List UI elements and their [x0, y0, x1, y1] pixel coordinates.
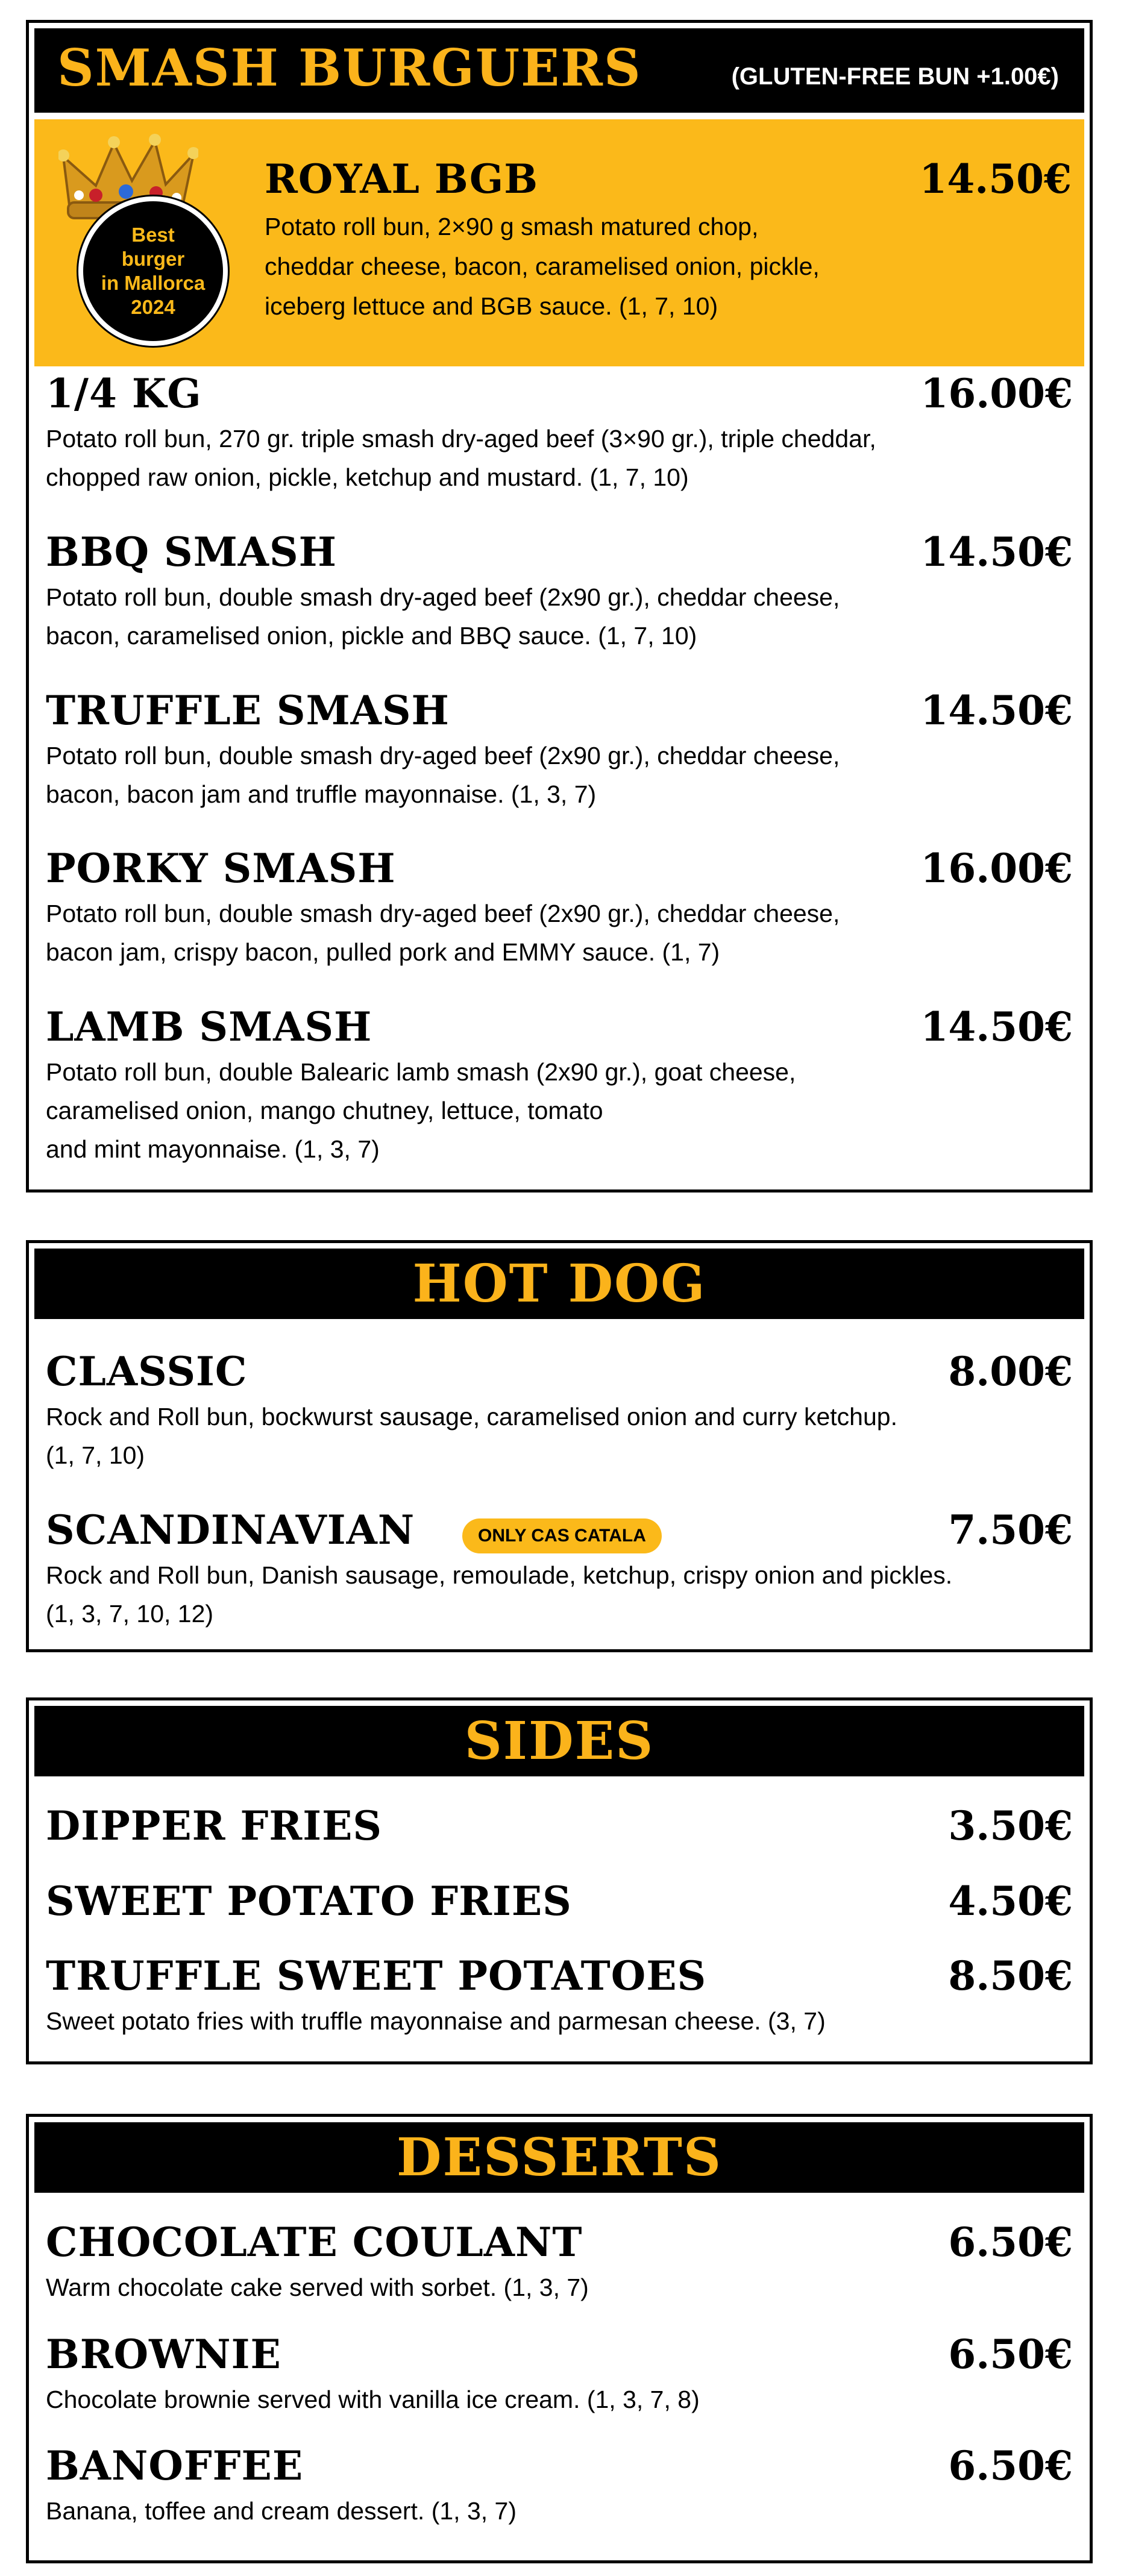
desc-line: caramelised onion, mango chutney, lettuce, tomato [46, 1097, 603, 1124]
item-name: TRUFFLE SWEET POTATOES [46, 1952, 707, 1999]
item-name: CLASSIC [46, 1348, 248, 1395]
sides-section [26, 1697, 1093, 2064]
item-price: 6.50€ [948, 2442, 1073, 2489]
desc-line: Rock and Roll bun, bockwurst sausage, caramelised onion and curry ketchup. [46, 1403, 897, 1431]
item-name: CHOCOLATE COULANT [46, 2219, 583, 2266]
item-name: SCANDINAVIAN [46, 1506, 415, 1553]
item-description [46, 578, 998, 655]
item-price: 6.50€ [948, 2331, 1073, 2378]
location-tag: ONLY CAS CATALA [462, 1518, 662, 1553]
smash-burgers-header [34, 28, 1084, 113]
item-price: 3.50€ [948, 1802, 1073, 1849]
item-description [46, 2002, 998, 2040]
item-price: 14.50€ [920, 528, 1073, 575]
hot-dog-section [26, 1240, 1093, 1652]
item-description [46, 736, 998, 813]
desc-line: iceberg lettuce and BGB sauce. (1, 7, 10) [265, 292, 718, 320]
desserts-header [34, 2122, 1084, 2193]
item-description [46, 2492, 998, 2530]
item-price: 14.50€ [919, 155, 1072, 202]
desc-line: bacon jam, crispy bacon, pulled pork and EMMY sauce. (1, 7) [46, 938, 720, 966]
item-price: 6.50€ [948, 2219, 1073, 2266]
item-name: PORKY SMASH [46, 845, 396, 892]
section-title: DESSERTS [396, 2126, 723, 2188]
desc-line: chopped raw onion, pickle, ketchup and mustard. (1, 7, 10) [46, 463, 689, 491]
desc-line: Potato roll bun, 270 gr. triple smash dry-aged beef (3×90 gr.), triple cheddar, [46, 425, 876, 453]
desc-line: Sweet potato fries with truffle mayonnaise and parmesan cheese. (3, 7) [46, 2007, 826, 2035]
desc-line: (1, 7, 10) [46, 1441, 145, 1469]
badge-line: burger [121, 248, 185, 270]
hot-dog-header [34, 1249, 1084, 1319]
best-burger-badge [78, 196, 228, 346]
item-price: 14.50€ [920, 687, 1073, 734]
smash-burgers-section [26, 20, 1093, 1192]
desc-line: Potato roll bun, double Balearic lamb smash (2x90 gr.), goat cheese, [46, 1058, 796, 1086]
item-description [265, 207, 867, 326]
desc-line: Potato roll bun, double smash dry-aged beef (2x90 gr.), cheddar cheese, [46, 583, 840, 611]
item-price: 8.00€ [948, 1348, 1073, 1395]
desc-line: cheddar cheese, bacon, caramelised onion, pickle, [265, 252, 820, 280]
desc-line: Rock and Roll bun, Danish sausage, remoulade, ketchup, crispy onion and pickles. [46, 1561, 953, 1589]
item-description [46, 1053, 998, 1168]
item-price: 4.50€ [948, 1878, 1073, 1925]
item-description [46, 1397, 998, 1474]
desc-line: Potato roll bun, double smash dry-aged beef (2x90 gr.), cheddar cheese, [46, 742, 840, 769]
item-name: SWEET POTATO FRIES [46, 1878, 572, 1925]
item-description [46, 1556, 998, 1633]
desc-line: Warm chocolate cake served with sorbet. (1, 3, 7) [46, 2274, 589, 2301]
item-name: 1/4 KG [46, 370, 202, 417]
desc-line: Banana, toffee and cream dessert. (1, 3, 7) [46, 2497, 517, 2525]
desc-line: (1, 3, 7, 10, 12) [46, 1600, 214, 1628]
sides-header [34, 1706, 1084, 1776]
desc-line: Potato roll bun, double smash dry-aged beef (2x90 gr.), cheddar cheese, [46, 900, 840, 927]
section-title: SMASH BURGUERS [57, 38, 642, 98]
item-name: BANOFFEE [46, 2442, 304, 2489]
item-description [46, 2268, 998, 2307]
badge-line: in Mallorca [101, 272, 206, 294]
item-name: LAMB SMASH [46, 1003, 372, 1050]
badge-line: 2024 [131, 296, 175, 318]
item-price: 14.50€ [920, 1003, 1073, 1050]
desc-line: bacon, caramelised onion, pickle and BBQ sauce. (1, 7, 10) [46, 622, 697, 650]
item-price: 7.50€ [948, 1506, 1073, 1553]
item-name: DIPPER FRIES [46, 1802, 383, 1849]
item-description [46, 419, 998, 497]
featured-item [34, 119, 1084, 366]
section-title: HOT DOG [412, 1253, 706, 1314]
desserts-section [26, 2114, 1093, 2563]
gluten-free-note: (GLUTEN-FREE BUN +1.00€) [731, 63, 1059, 90]
item-price: 16.00€ [920, 370, 1073, 417]
item-description [46, 2380, 998, 2419]
item-name: ROYAL BGB [265, 155, 538, 202]
section-title: SIDES [464, 1710, 655, 1772]
item-description [46, 894, 998, 971]
item-name: BBQ SMASH [46, 528, 337, 575]
item-price: 16.00€ [920, 845, 1073, 892]
desc-line: Potato roll bun, 2×90 g smash matured chop, [265, 213, 759, 240]
desc-line: and mint mayonnaise. (1, 3, 7) [46, 1135, 380, 1163]
desc-line: bacon, bacon jam and truffle mayonnaise. (1, 3, 7) [46, 780, 597, 808]
item-name: BROWNIE [46, 2331, 281, 2378]
item-price: 8.50€ [948, 1952, 1073, 1999]
desc-line: Chocolate brownie served with vanilla ice cream. (1, 3, 7, 8) [46, 2386, 700, 2413]
item-name: TRUFFLE SMASH [46, 687, 450, 734]
badge-line: Best [131, 224, 175, 246]
